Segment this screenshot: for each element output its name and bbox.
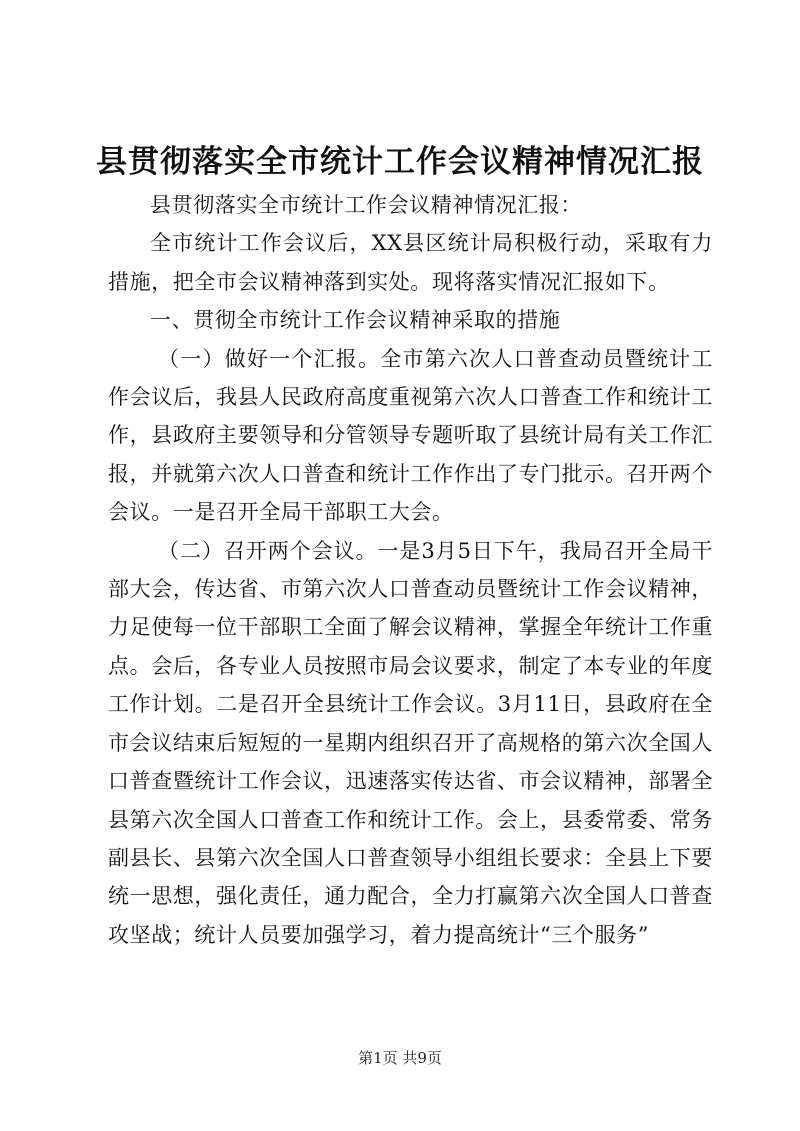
section-heading-measures: 一、贯彻全市统计工作会议精神采取的措施 bbox=[150, 308, 561, 333]
paragraph-salutation: 县贯彻落实全市统计工作会议精神情况汇报： bbox=[150, 193, 582, 217]
document-title: 县贯彻落实全市统计工作会议精神情况汇报 bbox=[96, 144, 704, 180]
paragraph-item-two: （二）召开两个会议。一是3月5日下午，我局召开全局干部大会，传达省、市第六次人口普查动员暨统计工作会议精神，力足使每一位干部职工全面了解会议精神，掌握全年统计工作重点。会后，各专业人员按照市局会议要求，制定了本专业的年度工作计划。二是召开全县统计工作会议。3月11日，县政府在全市会议结束后短短的一星期内组织召开了高规格的第六次全国人口普查暨统计工作会议，迅速落实传达省、市会议精神，部署全县第六次全国人口普查工作和统计工作。会上，县委常委、常务副县长、县第六次全国人口普查领导小组组长要求：全县上下要统一思想，强化责任，通力配合，全力打赢第六次全国人口普查攻坚战；统计人员要加强学习，着力提高统计“三个服务” bbox=[108, 538, 713, 947]
page-footer: 第1页 共9页 bbox=[358, 1049, 442, 1067]
paragraph-intro: 全市统计工作会议后，XX县区统计局积极行动，采取有力措施，把全市会议精神落到实处。现将落实情况汇报如下。 bbox=[108, 231, 713, 294]
document-body bbox=[108, 186, 713, 954]
paragraph-item-one: （一）做好一个汇报。全市第六次人口普查动员暨统计工作会议后，我县人民政府高度重视第六次人口普查工作和统计工作，县政府主要领导和分管领导专题听取了县统计局有关工作汇报，并就第六次人口普查和统计工作作出了专门批示。召开两个会议。一是召开全局干部职工大会。 bbox=[108, 346, 713, 525]
